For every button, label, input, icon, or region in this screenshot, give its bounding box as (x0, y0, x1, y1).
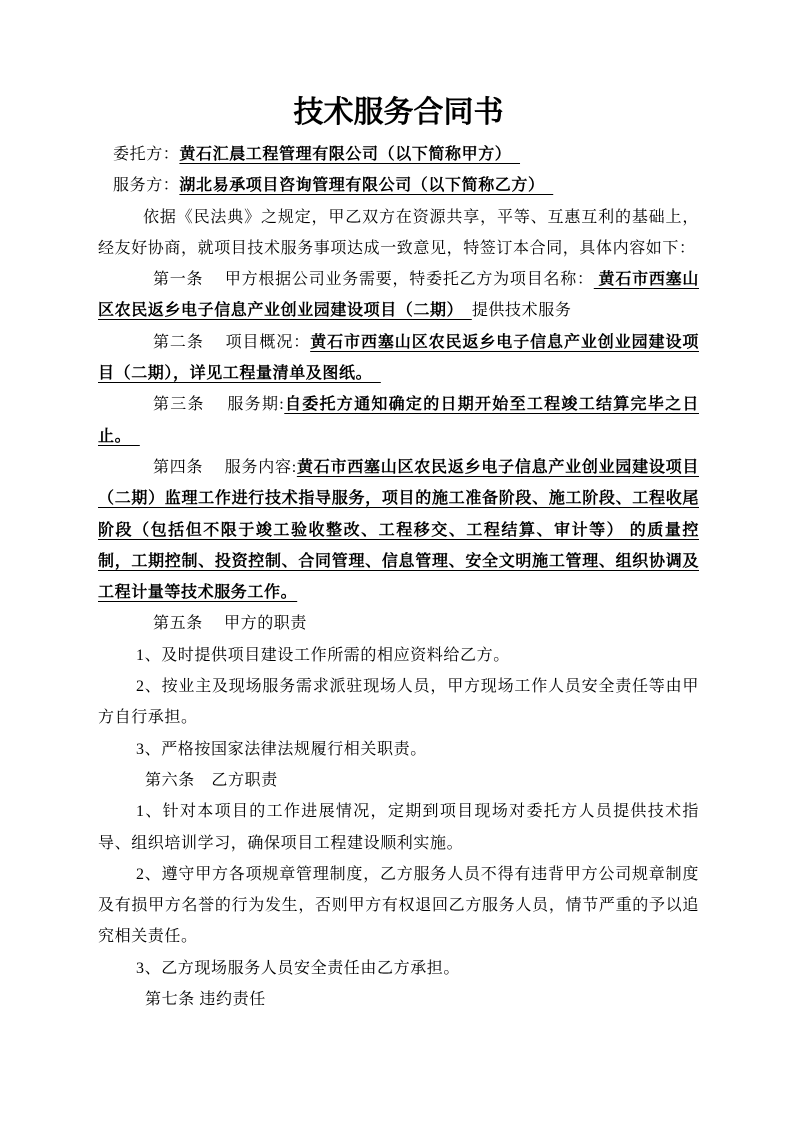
clause-1-paragraph (98, 264, 699, 327)
clause-5-item-3: 3、严格按国家法律法规履行相关职责。 (136, 740, 427, 758)
clause-4-service-content-value: 黄石市西塞山区农民返乡电子信息产业创业园建设项目（二期）监理工作进行技术指导服务，项目的施工准备阶段、施工阶段、工程收尾阶段（包括但不限于竣工验收整改、工程移交、工程结算、审计等） 的质量控制，工期控制、投资控制、合同管理、信息管理、安全文明施工管理、组织协调及工程计量等技术服务工作。 (98, 458, 699, 602)
party-a-line (98, 139, 699, 170)
party-a-company-value: 黄石汇晨工程管理有限公司（以下简称甲方） (179, 146, 521, 163)
clause-6-item-1: 1、针对本项目的工作进展情况，定期到项目现场对委托方人员提供技术指导、组织培训学习，确保项目工程建设顺利实施。 (98, 803, 699, 852)
party-b-label: 服务方： (113, 177, 180, 195)
clause-6-heading: 第六条 乙方职责 (145, 771, 278, 789)
document-title: 技术服务合同书 (293, 96, 504, 129)
clause-3-paragraph (98, 389, 699, 452)
party-b-line (98, 170, 699, 201)
party-b-company-value: 湖北易承项目咨询管理有限公司（以下简称乙方） (179, 177, 554, 195)
clause-2-paragraph (98, 327, 699, 390)
clause-7-heading: 第七条 违约责任 (145, 991, 266, 1009)
clause-5-item-1: 1、及时提供项目建设工作所需的相应资料给乙方。 (136, 646, 510, 664)
document-content (98, 0, 699, 1015)
preamble-paragraph: 依据《民法典》之规定，甲乙双方在资源共享，平等、互惠互利的基础上，经友好协商，就项目技术服务事项达成一致意见，特签订本合同，具体内容如下： (98, 208, 699, 257)
clause-2-project-overview-value: 黄石市西塞山区农民返乡电子信息产业创业园建设项目（二期），详见工程量清单及图纸。 (98, 333, 699, 383)
clause-6-item-2: 2、遵守甲方各项规章管理制度，乙方服务人员不得有违背甲方公司规章制度及有损甲方名誉的行为发生，否则甲方有权退回乙方服务人员，情节严重的予以追究相关责任。 (98, 865, 699, 946)
clause-4-lead: 第四条 服务内容: (153, 458, 297, 476)
clause-1-project-name-value: 黄石市西塞山区农民返乡电子信息产业创业园建设项目（二期） (98, 271, 699, 320)
clause-1-lead: 第一条 甲方根据公司业务需要，特委托乙方为项目名称： (153, 271, 594, 289)
clause-3-lead: 第三条 服务期: (153, 396, 285, 414)
clause-5-heading: 第五条 甲方的职责 (153, 615, 308, 633)
clause-4-paragraph (98, 452, 699, 608)
clause-5-item-2: 2、按业主及现场服务需求派驻现场人员，甲方现场工作人员安全责任等由甲方自行承担。 (98, 678, 699, 727)
clause-1-tail: 提供技术服务 (471, 302, 572, 320)
clause-6-item-3: 3、乙方现场服务人员安全责任由乙方承担。 (136, 959, 461, 977)
clause-3-service-period-value: 自委托方通知确定的日期开始至工程竣工结算完毕之日止。 (98, 396, 699, 445)
clause-2-lead: 第二条 项目概况： (153, 333, 311, 351)
party-a-label: 委托方： (113, 146, 180, 163)
